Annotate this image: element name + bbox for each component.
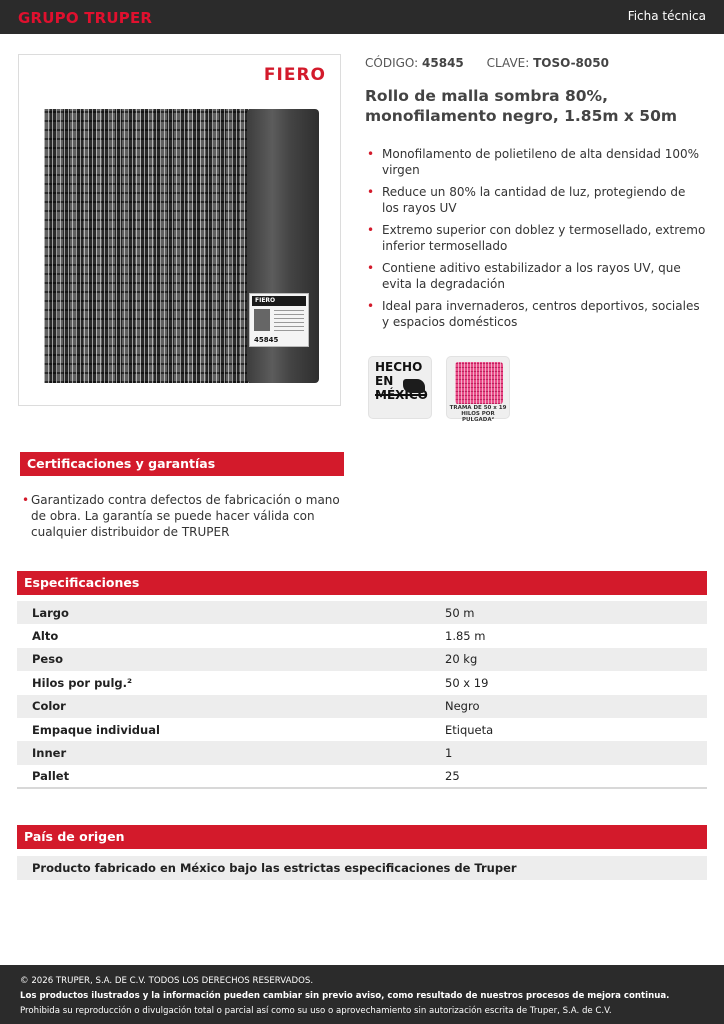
feature-item: • Contiene aditivo estabilizador a los rayos UV, que evita la degradación (366, 260, 706, 292)
spec-value: Etiqueta (445, 722, 494, 737)
product-title: Rollo de malla sombra 80%, monofilamento negro, 1.85m x 50m (365, 87, 678, 125)
document-type-label: Ficha técnica (627, 9, 706, 23)
spec-value: 25 (430, 765, 707, 788)
mesh-swatch-icon (455, 362, 503, 404)
made-in-mexico-label: HECHO EN (375, 360, 423, 388)
spec-value: 50 m (430, 601, 707, 624)
product-code-line (365, 56, 609, 70)
feature-item: • Ideal para invernaderos, centros deportivos, sociales y espacios domésticos (366, 298, 706, 330)
specifications-table (17, 601, 707, 789)
mesh-density-badge (446, 356, 510, 423)
specifications-header: Especificaciones (17, 571, 707, 595)
table-row (17, 601, 707, 624)
table-row (17, 718, 707, 741)
spec-label: Pallet (17, 765, 430, 788)
spec-value: 20 kg (430, 648, 707, 671)
table-row (17, 695, 707, 718)
spec-label: Hilos por pulg.² (32, 675, 133, 690)
fiero-logo: FIERO (263, 65, 326, 85)
mesh-sheet-image (44, 109, 254, 383)
tag-thumbnail (254, 309, 270, 331)
badge-divider (375, 394, 427, 396)
feature-list (366, 146, 706, 336)
spec-value: 1.85 m (445, 629, 486, 644)
origin-text: Producto fabricado en México bajo las estrictas especificaciones de Truper (17, 856, 707, 880)
table-row (17, 741, 707, 764)
table-row (17, 624, 707, 647)
tag-brand: FIERO (252, 296, 306, 306)
product-image (18, 54, 341, 406)
tag-code: 45845 (254, 336, 279, 344)
brand-logo[interactable]: GRUPO TRUPER (18, 9, 153, 27)
legal-notice-text: Prohibida su reproducción o divulgación total o parcial así como su uso o aprovechamiento sin autorización escrita de Truper, S.A. de C.V. (20, 1006, 612, 1016)
roll-label-tag (249, 293, 309, 347)
made-in-mexico-badge (368, 356, 432, 419)
feature-item: • Reduce un 80% la cantidad de luz, protegiendo de los rayos UV (366, 184, 706, 216)
spec-value: 50 x 19 (445, 675, 489, 690)
warranty-text: • Garantizado contra defectos de fabricación o mano de obra. La garantía se puede hacer válida con cualquier distribuidor de TRUPER (22, 492, 342, 540)
spec-label: Empaque individual (32, 722, 160, 737)
spec-label: Inner (17, 741, 430, 764)
spec-label: Largo (17, 601, 430, 624)
code-label: CÓDIGO: (365, 56, 419, 70)
spec-value: 1 (430, 741, 707, 764)
feature-item: • Extremo superior con doblez y termosellado, extremo inferior termosellado (366, 222, 706, 254)
origin-header: País de origen (17, 825, 707, 849)
hand-icon (403, 379, 425, 393)
disclaimer-text: Los productos ilustrados y la información pueden cambiar sin previo aviso, como resultado de nuestros procesos de mejora continua. (20, 991, 670, 1001)
feature-item: • Monofilamento de polietileno de alta densidad 100% virgen (366, 146, 706, 178)
table-row (17, 648, 707, 671)
table-row (17, 671, 707, 694)
copyright-text: © 2026 TRUPER, S.A. DE C.V. TODOS LOS DERECHOS RESERVADOS. (20, 976, 314, 986)
spec-label: Alto (32, 629, 59, 644)
mesh-density-caption: TRAMA DE 50 x 19 HILOS POR PULGADA² (449, 405, 507, 423)
spec-value: Negro (430, 695, 707, 718)
top-bar (0, 0, 724, 34)
spec-label: Peso (17, 648, 430, 671)
table-row (17, 765, 707, 788)
tag-text-lines (274, 309, 304, 331)
product-code: 45845 (422, 56, 464, 70)
spec-label: Color (17, 695, 430, 718)
footer (0, 965, 724, 1024)
key-label: CLAVE: (486, 56, 530, 70)
product-key: TOSO-8050 (533, 56, 609, 70)
certifications-header: Certificaciones y garantías (20, 452, 344, 476)
